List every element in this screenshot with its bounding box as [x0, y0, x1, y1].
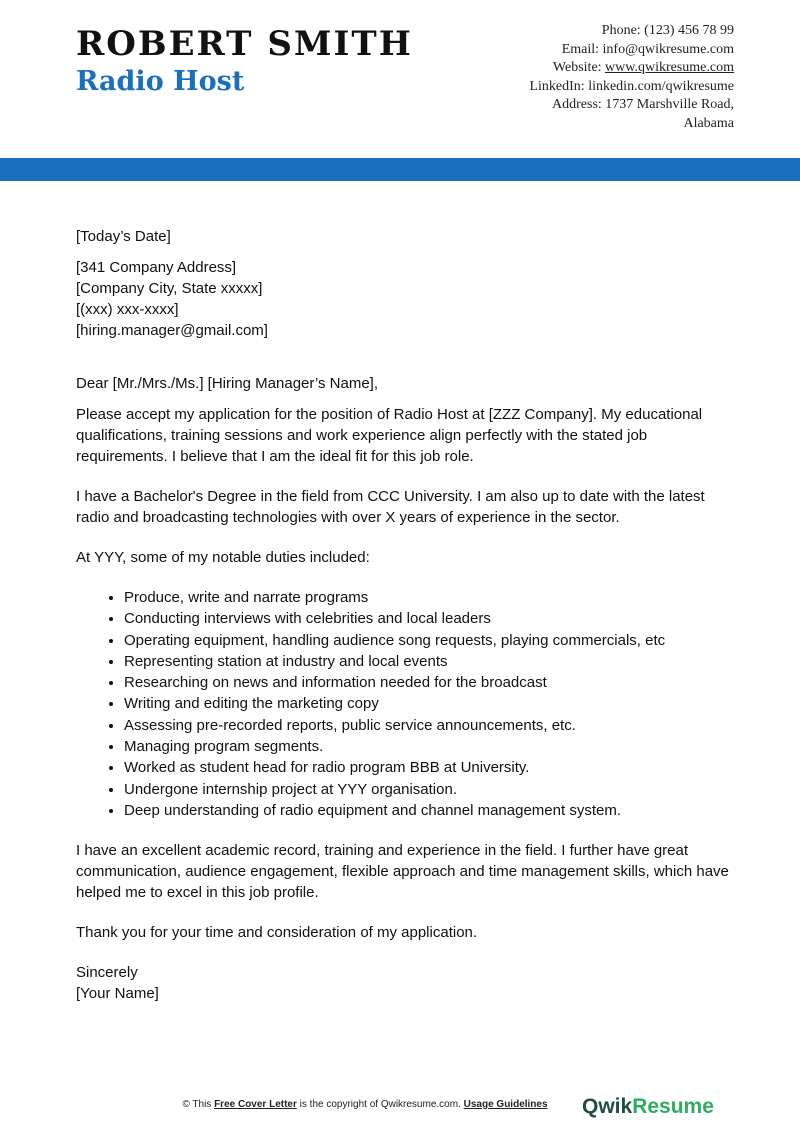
letter-body [76, 226, 736, 1004]
logo-part-qwik: Qwik [582, 1095, 633, 1118]
list-item: • Worked as student head for radio program BBB at University. [124, 757, 736, 778]
list-item: • Operating equipment, handling audience song requests, playing commercials, etc [124, 630, 736, 651]
paragraph-duties-intro: At YYY, some of my notable duties included: [76, 549, 370, 566]
recipient-address: [341 Company Address] [76, 259, 237, 276]
contact-linkedin: LinkedIn: linkedin.com/qwikresume [529, 78, 734, 94]
applicant-name: ROBERT SMITH [76, 24, 413, 64]
footer-middle: is the copyright of Qwikresume.com. [296, 1099, 464, 1110]
letter-date: [Today’s Date] [76, 228, 171, 245]
signature: [Your Name] [76, 985, 159, 1003]
job-title: Radio Host [76, 66, 245, 97]
contact-email: Email: info@qwikresume.com [561, 41, 734, 57]
duties-list [76, 587, 736, 821]
list-item: • Conducting interviews with celebrities and local leaders [124, 608, 736, 629]
website-label: Website: [552, 60, 606, 75]
closing: Sincerely [76, 964, 138, 982]
website-link[interactable]: www.qwikresume.com [605, 60, 734, 75]
recipient-phone: [(xxx) xxx-xxxx] [76, 301, 179, 318]
recipient-email: [hiring.manager@gmail.com] [76, 322, 268, 339]
paragraph-education: I have a Bachelor's Degree in the field from CCC University. I am also up to date with the latest radio and broadcasting technologies with over X years of experience in the sector. [76, 488, 705, 526]
header-divider-band [0, 158, 800, 181]
paragraph-thanks: Thank you for your time and consideration of my application. [76, 924, 478, 942]
list-item: • Deep understanding of radio equipment and channel management system. [124, 800, 736, 821]
contact-phone: Phone: (123) 456 78 99 [601, 23, 734, 38]
recipient-city: [Company City, State xxxxx] [76, 280, 263, 297]
usage-guidelines-link[interactable]: Usage Guidelines [463, 1099, 548, 1110]
logo-part-resume: Resume [632, 1095, 714, 1118]
salutation: Dear [Mr./Mrs./Ms.] [Hiring Manager’s Name], [76, 375, 379, 392]
list-item: • Produce, write and narrate programs [124, 587, 736, 608]
paragraph-skills: I have an excellent academic record, training and experience in the field. I further have great communication, audience engagement, flexible approach and time management skills, which have helped me to excel in this job profile. [76, 842, 729, 902]
contact-block [434, 22, 734, 133]
list-item: • Writing and editing the marketing copy [124, 693, 736, 714]
contact-website [434, 59, 734, 78]
footer-prefix: © This [182, 1099, 215, 1110]
list-item: • Managing program segments. [124, 736, 736, 757]
qwikresume-logo [582, 1095, 714, 1119]
contact-address-line2: Alabama [683, 115, 734, 131]
list-item: • Researching on news and information needed for the broadcast [124, 672, 736, 693]
list-item: • Undergone internship project at YYY organisation. [124, 779, 736, 800]
list-item: • Assessing pre-recorded reports, public service announcements, etc. [124, 715, 736, 736]
contact-address-line1: Address: 1737 Marshville Road, [552, 97, 734, 112]
list-item: • Representing station at industry and local events [124, 651, 736, 672]
free-cover-letter-link[interactable]: Free Cover Letter [214, 1099, 297, 1110]
paragraph-intro: Please accept my application for the position of Radio Host at [ZZZ Company]. My educational qualifications, training sessions and work experience align perfectly with the stated job requirements. I believe that I am the ideal fit for this job role. [76, 406, 703, 465]
